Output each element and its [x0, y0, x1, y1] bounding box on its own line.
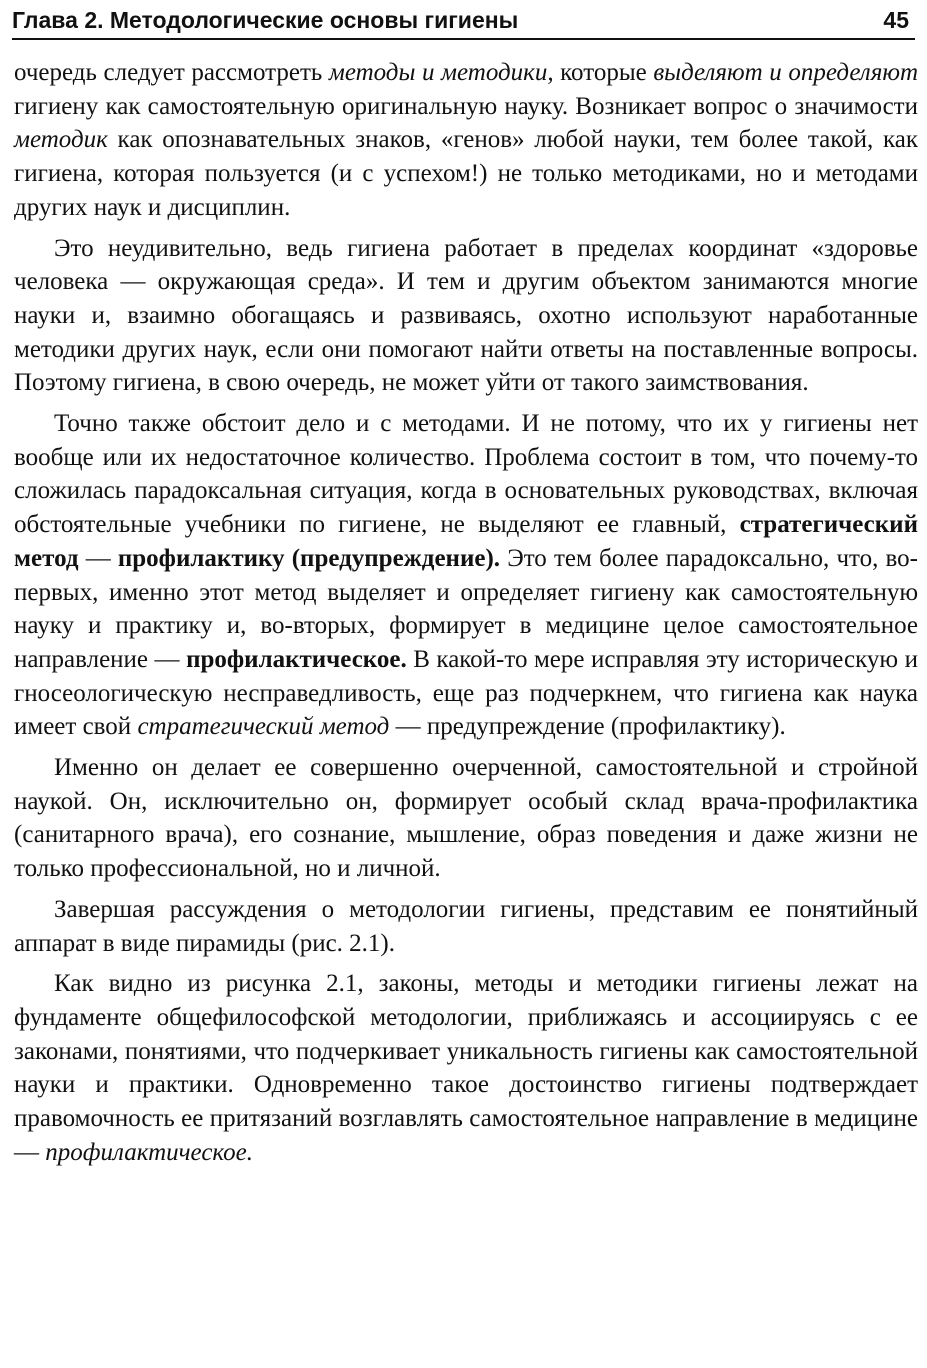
- paragraph-1: [14, 56, 918, 225]
- chapter-title: Глава 2. Методологические основы гигиены: [12, 7, 519, 33]
- paragraph-3: [14, 407, 918, 744]
- emphasis-techniques: методик: [14, 126, 108, 154]
- text-run: гигиену как самостоятельную оригинальную науку. Возникает вопрос о значимости: [14, 92, 918, 120]
- text-run: Именно он делает ее совершенно очерченной, самостоятельной и стройной наукой. Он, исключительно он, формирует особый склад врача-профилактика (санитарного врача), его сознание, мышление, образ поведения и даже жизни не только профессиональной, но и личной.: [14, 754, 918, 883]
- page-number: 45: [883, 7, 909, 33]
- paragraph-6: [14, 967, 918, 1169]
- paragraph-2: [14, 232, 918, 401]
- text-run: Это неудивительно, ведь гигиена работает в пределах координат «здоровье человека — окружающая среда». И тем и другим объектом занимаются многие науки и, взаимно обогащаясь и развиваясь, охотно используют наработанные методики других наук, если они помогают найти ответы на поставленные вопросы. Поэтому гигиена, в свою очередь, не может уйти от такого заимствования.: [14, 234, 918, 397]
- text-run: Завершая рассуждения о методологии гигиены, представим ее понятийный аппарат в виде пирамиды (рис. 2.1).: [14, 895, 918, 957]
- bold-prophylactic: профилактическое.: [186, 645, 407, 673]
- text-run: как опознавательных знаков, «генов» любой науки, тем более такой, как гигиена, которая пользуется (и с успехом!) не только методиками, но и методами других наук и дисциплин.: [14, 126, 918, 221]
- paragraph-4: [14, 751, 918, 886]
- page-body: [14, 56, 918, 1170]
- emphasis-strategic-method: стратегический метод: [137, 713, 390, 741]
- text-run: очередь следует рассмотреть: [14, 59, 329, 86]
- text-run: которые: [553, 59, 654, 86]
- bold-strategic-method: стратегический метод: [14, 511, 918, 572]
- text-run: Точно также обстоит дело и с методами. И не потому, что их у гигиены нет вообще или их недостаточное количество. Проблема состоит в том, что почему-то сложилась парадоксальная ситуация, когда в основательных руководствах, включая обстоятельные учебники по гигиене, не выделяют ее главный,: [14, 410, 918, 539]
- text-run: Как видно из рисунка 2.1, законы, методы и методики гигиены лежат на фундаменте общефилософской методологии, приближаясь и ассоциируясь с ее законами, понятиями, что подчеркивает уникальность гигиены как самостоятельной науки и практики. Одновременно такое достоинство гигиены подтверждает правомочность ее притязаний возглавлять самостоятельное направление в медицине —: [14, 970, 918, 1166]
- paragraph-5: [14, 893, 918, 960]
- emphasis-prophylactic: профилактическое.: [45, 1138, 254, 1166]
- emphasis-define: выделяют и определяют: [653, 59, 918, 86]
- running-header: [12, 4, 915, 40]
- bold-prevention: профилактику (предупреждение).: [117, 544, 501, 572]
- text-run: —: [78, 544, 118, 572]
- text-run: Это тем более парадоксально, что, во-первых, именно этот метод выделяет и определяет гигиену как самостоятельную науку и практику и, во-вторых, формирует в медицине целое самостоятельное направление —: [14, 544, 918, 673]
- text-run: — предупреждение (профилактику).: [389, 713, 786, 741]
- text-run: В какой-то мере исправляя эту историческую и гносеологическую несправедливость, еще раз подчеркнем, что гигиена как наука имеет свой: [14, 645, 918, 741]
- emphasis-methods: методы и методики,: [328, 59, 554, 86]
